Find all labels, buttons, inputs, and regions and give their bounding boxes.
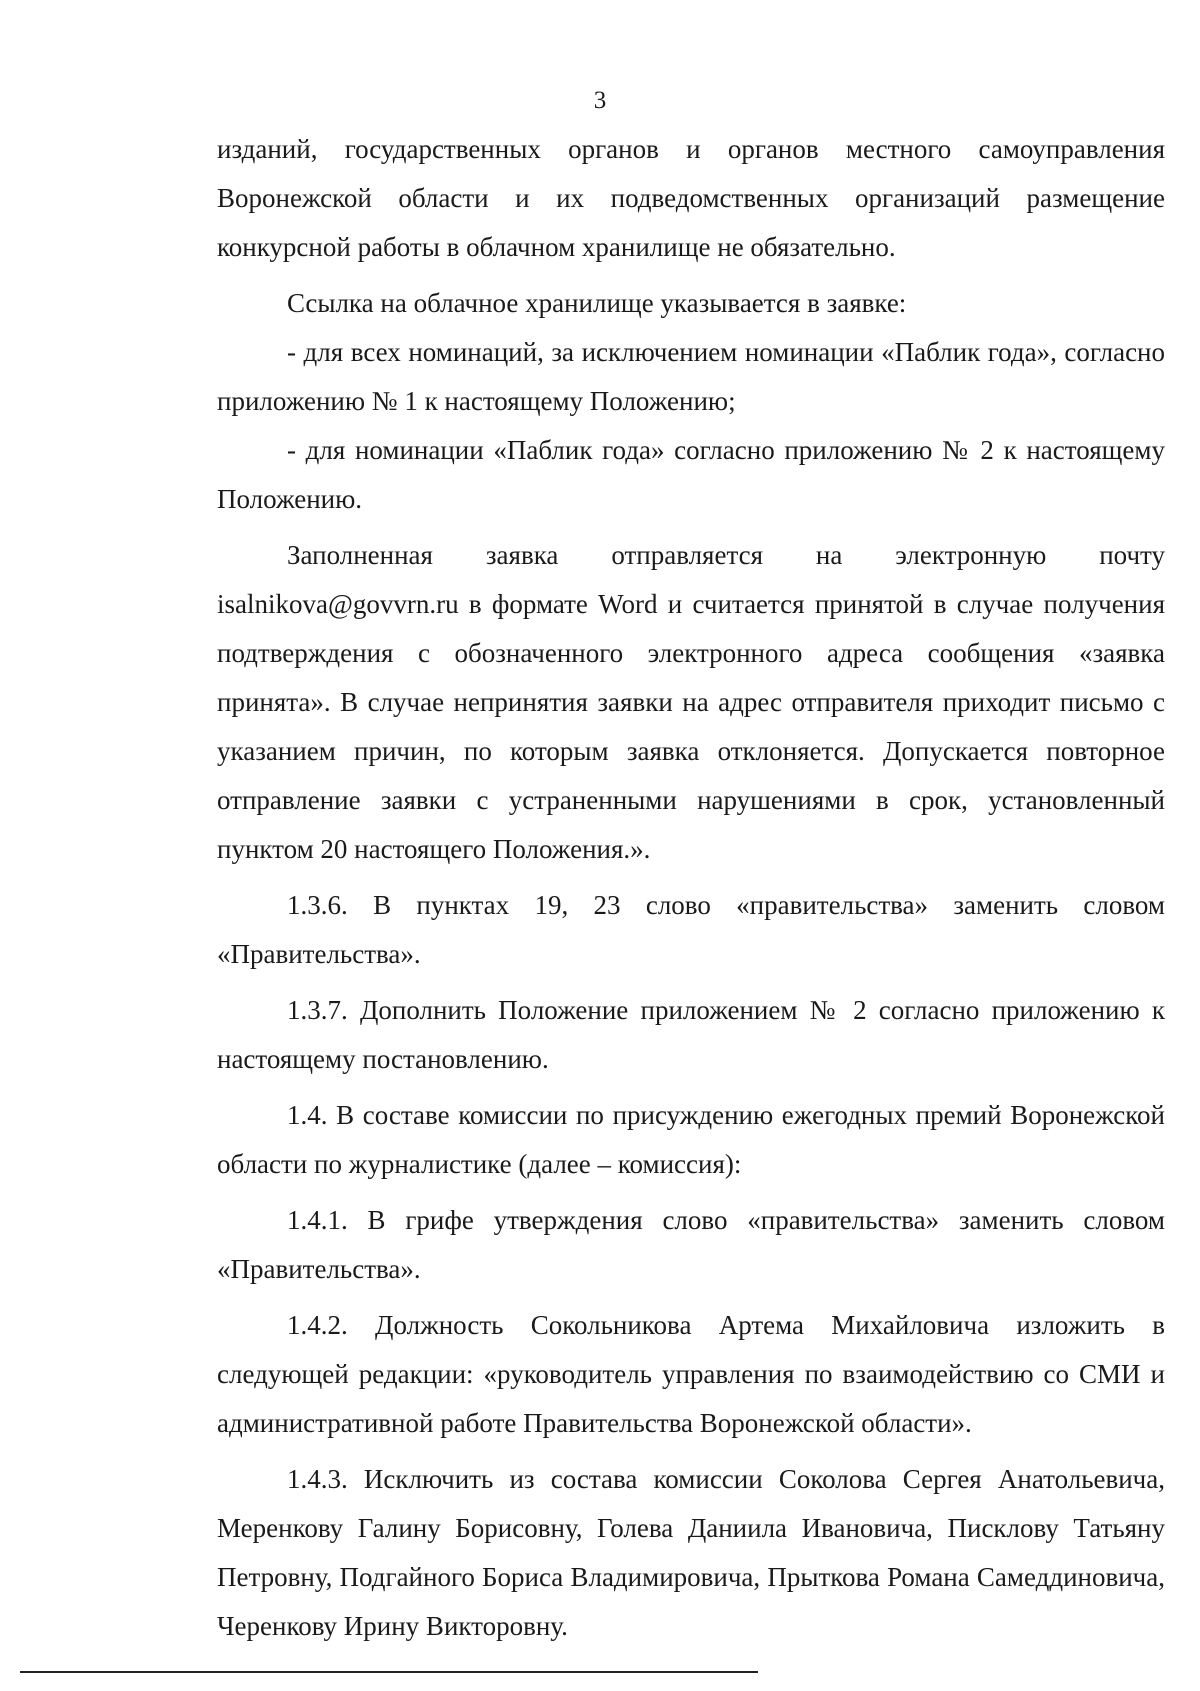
paragraph-cloud-link-intro: Ссылка на облачное хранилище указывается в заявке: [287,288,907,318]
paragraph-1-4-1: 1.4.1. В грифе утверждения слово «правительства» заменить словом «Правительства». [217,1205,1165,1284]
paragraph-1-4-3: 1.4.3. Исключить из состава комиссии Соколова Сергея Анатольевича, Меренкову Галину Борисовну, Голева Даниила Ивановича, Писклову Татьяну Петровну, Подгайного Бориса Владимировича, Прыткова Романа Самеддиновича, Черенкову Ирину Викторовну. [217,1464,1165,1641]
document-body [217,125,1165,1658]
paragraph-application-submission: Заполненная заявка отправляется на электронную почту isalnikova@govvrn.ru в формате Word и считается принятой в случае получения подтверждения с обозначенного электронного адреса сообщения «заявка принята». В случае непринятия заявки на адрес отправителя приходит письмо с указанием причин, по которым заявка отклоняется. Допускается повторное отправление заявки с устраненными нарушениями в срок, установленный пунктом 20 настоящего Положения.». [217,540,1165,864]
paragraph-1-3-6: 1.3.6. В пунктах 19, 23 слово «правительства» заменить словом «Правительства». [217,890,1165,969]
paragraph-1-3-7: 1.3.7. Дополнить Положение приложением № 2 согласно приложению к настоящему постановлению. [217,995,1165,1074]
paragraph-list-item-all-nominations: - для всех номинаций, за исключением номинации «Паблик года», согласно приложению № 1 к настоящему Положению; [217,337,1165,416]
paragraph-1-4-2: 1.4.2. Должность Сокольникова Артема Михайловича изложить в следующей редакции: «руководитель управления по взаимодействию со СМИ и административной работе Правительства Воронежской области». [217,1310,1165,1438]
paragraph-continuation: изданий, государственных органов и органов местного самоуправления Воронежской области и их подведомственных организаций размещение конкурсной работы в облачном хранилище не обязательно. [217,134,1165,262]
page-number: 3 [593,87,607,114]
paragraph-1-4: 1.4. В составе комиссии по присуждению ежегодных премий Воронежской области по журналистике (далее – комиссия): [217,1100,1165,1179]
paragraph-list-item-public-of-year: - для номинации «Паблик года» согласно приложению № 2 к настоящему Положению. [217,435,1165,514]
bottom-divider [20,1671,758,1673]
